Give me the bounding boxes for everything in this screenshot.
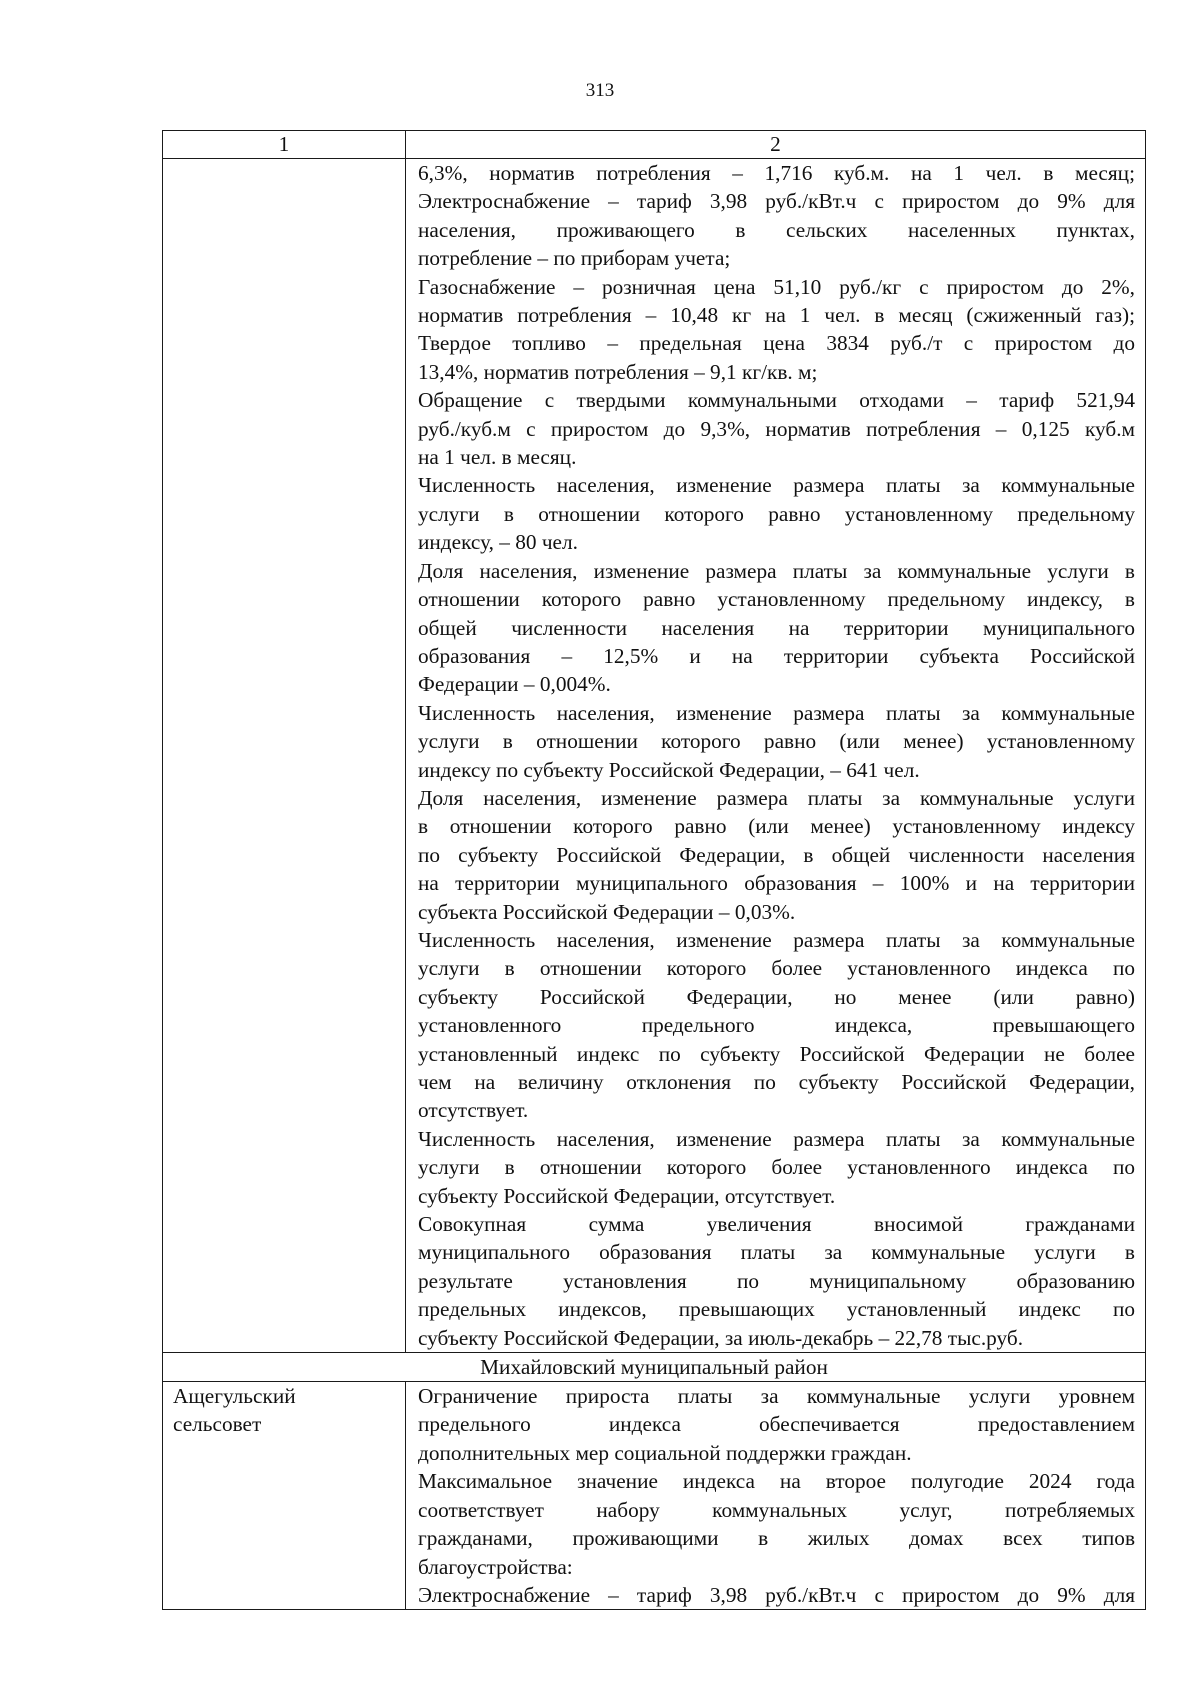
text-line: Доля населения, изменение размера платы за коммунальные услуги bbox=[418, 785, 1135, 810]
header-col-2: 2 bbox=[406, 131, 1146, 159]
text-line: по субъекту Российской Федерации, в общей численности населения bbox=[418, 842, 1135, 867]
text-line: субъекту Российской Федерации, за июль-декабрь – 22,78 тыс.руб. bbox=[418, 1325, 1024, 1350]
text-line: благоустройства: bbox=[418, 1554, 573, 1579]
text-line: субъекта Российской Федерации – 0,03%. bbox=[418, 899, 796, 924]
text-line: на территории муниципального образования – 100% и на территории bbox=[418, 871, 1135, 896]
header-col-1: 1 bbox=[163, 131, 406, 159]
text-line: услуги в отношении которого равно установленному предельному bbox=[418, 501, 1135, 526]
text-line: 13,4%, норматив потребления – 9,1 кг/кв. м; bbox=[418, 359, 818, 384]
municipality-name-line: сельсовет bbox=[173, 1412, 262, 1437]
text-line: результате установления по муниципальному образованию bbox=[418, 1268, 1135, 1293]
text-line: Твердое топливо – предельная цена 3834 руб./т с приростом до bbox=[418, 331, 1135, 356]
text-line: муниципального образования платы за коммунальные услуги в bbox=[418, 1240, 1135, 1265]
text-line: отношении которого равно установленному предельному индексу, в bbox=[418, 587, 1135, 612]
text-line: общей численности населения на территории муниципального bbox=[418, 615, 1135, 640]
text-line: дополнительных мер социальной поддержки граждан. bbox=[418, 1440, 912, 1465]
text-line: предельного индекса обеспечивается предоставлением bbox=[418, 1412, 1135, 1437]
text-line: услуги в отношении которого равно (или менее) установленному bbox=[418, 729, 1135, 754]
text-line: отсутствует. bbox=[418, 1098, 529, 1123]
text-line: Электроснабжение – тариф 3,98 руб./кВт.ч с приростом до 9% для bbox=[418, 1582, 1135, 1607]
text-line: установленного предельного индекса, превышающего bbox=[418, 1013, 1135, 1038]
text-line: чем на величину отклонения по субъекту Российской Федерации, bbox=[418, 1070, 1135, 1094]
text-line: образования – 12,5% и на территории субъекта Российской bbox=[418, 643, 1135, 668]
row1-description-cell bbox=[406, 159, 1146, 1353]
section-row bbox=[163, 1353, 1146, 1382]
text-line: Численность населения, изменение размера платы за коммунальные bbox=[418, 927, 1135, 952]
row2-description-cell bbox=[406, 1382, 1146, 1610]
text-line: установленный индекс по субъекту Российской Федерации не более bbox=[418, 1041, 1135, 1066]
text-line: услуги в отношении которого более установленного индекса по bbox=[418, 1155, 1135, 1180]
section-title: Михайловский муниципальный район bbox=[163, 1353, 1146, 1382]
text-line: Доля населения, изменение размера платы за коммунальные услуги в bbox=[418, 558, 1135, 583]
text-line: Газоснабжение – розничная цена 51,10 руб./кг с приростом до 2%, bbox=[418, 274, 1135, 299]
table-row bbox=[163, 1382, 1146, 1610]
row1-description-text bbox=[406, 159, 1145, 1352]
table-header-row bbox=[163, 131, 1146, 159]
row2-municipality-cell bbox=[163, 1382, 406, 1610]
text-line: Максимальное значение индекса на второе полугодие 2024 года bbox=[418, 1469, 1135, 1494]
table-row bbox=[163, 159, 1146, 1353]
row1-municipality-cell bbox=[163, 159, 406, 1353]
municipality-name-line: Ащегульский bbox=[173, 1384, 296, 1409]
text-line: Численность населения, изменение размера платы за коммунальные bbox=[418, 700, 1135, 725]
text-line: гражданами, проживающими в жилых домах всех типов bbox=[418, 1526, 1135, 1551]
row2-municipality-name bbox=[163, 1382, 405, 1439]
text-line: Численность населения, изменение размера платы за коммунальные bbox=[418, 1126, 1135, 1151]
text-line: на 1 чел. в месяц. bbox=[418, 445, 577, 470]
page-number: 313 bbox=[585, 80, 615, 101]
text-line: потребление – по приборам учета; bbox=[418, 246, 731, 271]
text-line: субъекту Российской Федерации, но менее (или равно) bbox=[418, 984, 1135, 1009]
text-line: Обращение с твердыми коммунальными отходами – тариф 521,94 bbox=[418, 388, 1135, 413]
text-line: норматив потребления – 10,48 кг на 1 чел. в месяц (сжиженный газ); bbox=[418, 303, 1135, 328]
text-line: услуги в отношении которого более установленного индекса по bbox=[418, 956, 1135, 981]
text-line: населения, проживающего в сельских населенных пунктах, bbox=[418, 217, 1135, 242]
text-line: соответствует набору коммунальных услуг, потребляемых bbox=[418, 1497, 1135, 1522]
text-line: индексу по субъекту Российской Федерации, – 641 чел. bbox=[418, 757, 920, 782]
indices-table bbox=[162, 130, 1146, 1610]
text-line: Электроснабжение – тариф 3,98 руб./кВт.ч с приростом до 9% для bbox=[418, 189, 1135, 214]
text-line: руб./куб.м с приростом до 9,3%, норматив потребления – 0,125 куб.м bbox=[418, 416, 1135, 441]
text-line: Совокупная сумма увеличения вносимой гражданами bbox=[418, 1212, 1135, 1237]
text-line: индексу, – 80 чел. bbox=[418, 530, 578, 555]
text-line: 6,3%, норматив потребления – 1,716 куб.м. на 1 чел. в месяц; bbox=[418, 161, 1135, 185]
text-line: Ограничение прироста платы за коммунальные услуги уровнем bbox=[418, 1384, 1135, 1409]
row2-description-text bbox=[406, 1382, 1145, 1609]
text-line: в отношении которого равно (или менее) установленному индексу bbox=[418, 814, 1135, 839]
text-line: предельных индексов, превышающих установленный индекс по bbox=[418, 1297, 1135, 1322]
text-line: Численность населения, изменение размера платы за коммунальные bbox=[418, 473, 1135, 498]
text-line: Федерации – 0,004%. bbox=[418, 672, 611, 697]
text-line: субъекту Российской Федерации, отсутствует. bbox=[418, 1183, 836, 1208]
